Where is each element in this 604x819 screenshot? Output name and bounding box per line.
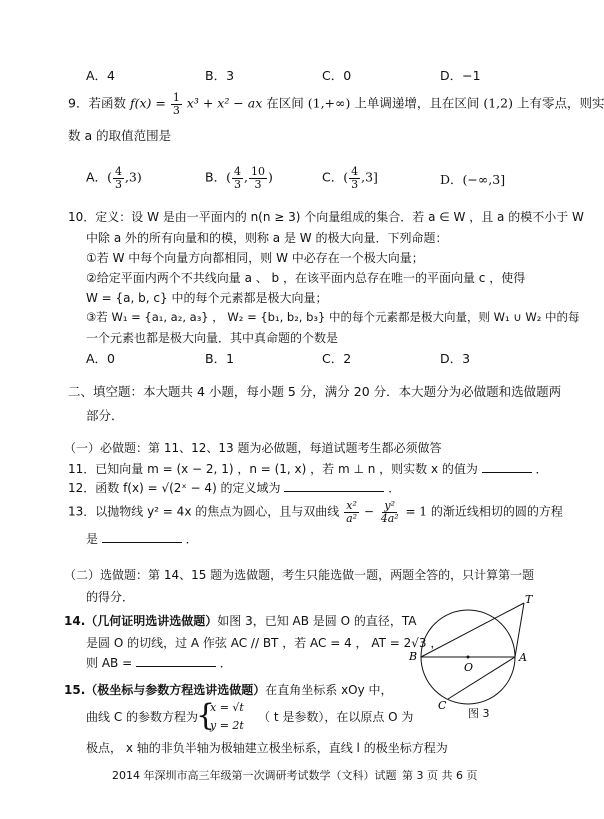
q9-option-a: A．( $\frac{4}{3}$ ,3) bbox=[86, 165, 142, 191]
label-t: T bbox=[525, 593, 533, 606]
label-o: O bbox=[464, 661, 474, 674]
q13-line1: 13．以抛物线 y² = 4x 的焦点为圆心，且与双曲线 $\frac{\text{x²}}{\text{a²}}$ − $\frac{\text{y²}}{\text{4a²}}$ = 1 的渐近线相切的圆的方程 bbox=[68, 499, 563, 525]
q10-option-c: C．2 bbox=[322, 351, 352, 366]
q10-line5: W = {a, b, c} 中的每个元素都是极大向量； bbox=[86, 291, 328, 305]
q15-line2b: （ t 是参数），在以原点 O 为 bbox=[258, 710, 414, 724]
center-point bbox=[467, 656, 470, 659]
q8-option-a: A．4 bbox=[86, 68, 116, 83]
q11-answer-blank[interactable] bbox=[482, 462, 532, 473]
q15-line3: 极点， x 轴的非负半轴为极轴建立极坐标系，直线 l 的极坐标方程为 bbox=[86, 741, 448, 755]
q15-eq-x: x = √t bbox=[210, 701, 244, 714]
q9-option-d: D．(−∞,3] bbox=[440, 172, 506, 187]
tangent-ta bbox=[515, 603, 524, 657]
q10-line1: 10．定义：设 W 是由一平面内的 n(n ≥ 3) 个向量组成的集合．若 a ∈ W ，且 a 的模不小于 W bbox=[68, 210, 584, 224]
q10-line4: ②给定平面内两个不共线向量 a 、 b ，在该平面内总存在唯一的平面向量 c ，使得 bbox=[86, 271, 526, 285]
label-c: C bbox=[438, 699, 447, 712]
footer-page: 第 3 页 共 6 页 bbox=[402, 769, 478, 782]
q8-option-b: B．3 bbox=[205, 68, 235, 83]
q14-line2: 是圆 O 的切线，过 A 作弦 AC // BT ，若 AC = 4 ， AT = 2√3 ， bbox=[86, 636, 443, 650]
q13-line2: 是 ． bbox=[86, 532, 198, 546]
q15-line2: 曲线 C 的参数方程为 bbox=[86, 710, 199, 724]
q12-answer-blank[interactable] bbox=[284, 481, 384, 492]
q10-option-a: A．0 bbox=[86, 351, 116, 366]
figure-3 bbox=[400, 595, 560, 725]
chord-ac bbox=[448, 657, 515, 699]
label-b: B bbox=[409, 650, 418, 663]
q8-option-c: C．0 bbox=[322, 68, 352, 83]
q15-line1: 15.（极坐标与参数方程选讲选做题）在直角坐标系 xOy 中， bbox=[64, 683, 393, 697]
figure-caption: 图 3 bbox=[468, 707, 490, 720]
section2-heading: 二、填空题：本大题共 4 小题，每小题 5 分，满分 20 分．本大题分为必做题和选做题两 bbox=[68, 384, 562, 399]
q9-line1: 9．若函数 f(x) = $\frac{1}{3}$ x³ + x² − ax 在区间 (1,+∞) 上单调递增，且在区间 (1,2) 上有零点，则实 bbox=[68, 91, 604, 117]
label-a: A bbox=[519, 651, 527, 664]
subsection-required: （一）必做题：第 11、12、13 题为必做题，每道试题考生都必须做答 bbox=[64, 441, 442, 455]
q14-line3: 则 AB = ． bbox=[86, 656, 232, 670]
q14-answer-blank[interactable] bbox=[136, 656, 216, 667]
line-bt bbox=[421, 603, 524, 657]
section2-heading-cont: 部分． bbox=[86, 408, 124, 423]
q10-line7: 一个元素也都是极大向量．其中真命题的个数是 bbox=[86, 331, 339, 345]
q15-eq-y: y = 2t bbox=[210, 719, 244, 732]
subsection-optional-cont: 的得分． bbox=[86, 590, 135, 604]
q8-option-d: D．−1 bbox=[440, 68, 481, 83]
q9-option-b: B．( $\frac{4}{3}$ , $\frac{10}{3}$ ) bbox=[205, 165, 273, 191]
q10-line2: 中除 a 外的所有向量和的模，则称 a 是 W 的极大向量．下列命题： bbox=[86, 231, 448, 245]
q12: 12．函数 f(x) = √(2ˣ − 4) 的定义域为 ． bbox=[68, 481, 401, 495]
q10-line3: ①若 W 中每个向量方向都相同，则 W 中必存在一个极大向量； bbox=[86, 251, 424, 265]
q11: 11．已知向量 m = (x − 2, 1) ，n = (1, x) ，若 m ⊥ n ，则实数 x 的值为 ． bbox=[68, 462, 548, 476]
q14-line1: 14.（几何证明选讲选做题）如图 3，已知 AB 是圆 O 的直径，TA bbox=[64, 614, 417, 628]
q10-option-d: D．3 bbox=[440, 351, 471, 366]
q9-line2: 数 a 的取值范围是 bbox=[68, 128, 172, 143]
q13-answer-blank[interactable] bbox=[102, 532, 182, 543]
q9-option-c: C．( $\frac{4}{3}$ ,3] bbox=[322, 165, 378, 191]
q15-brace: { bbox=[196, 698, 216, 733]
q10-line6: ③若 W₁ = {a₁, a₂, a₃} ， W₂ = {b₁, b₂, b₃} 中的每个元素都是极大向量，则 W₁ ∪ W₂ 中的每 bbox=[86, 310, 580, 324]
footer-title: 2014 年深圳市高三年级第一次调研考试数学（文科）试题 bbox=[112, 769, 397, 782]
subsection-optional: （二）选做题：第 14、15 题为选做题，考生只能选做一题，两题全答的，只计算第一题 bbox=[64, 568, 535, 582]
q10-option-b: B．1 bbox=[205, 351, 235, 366]
